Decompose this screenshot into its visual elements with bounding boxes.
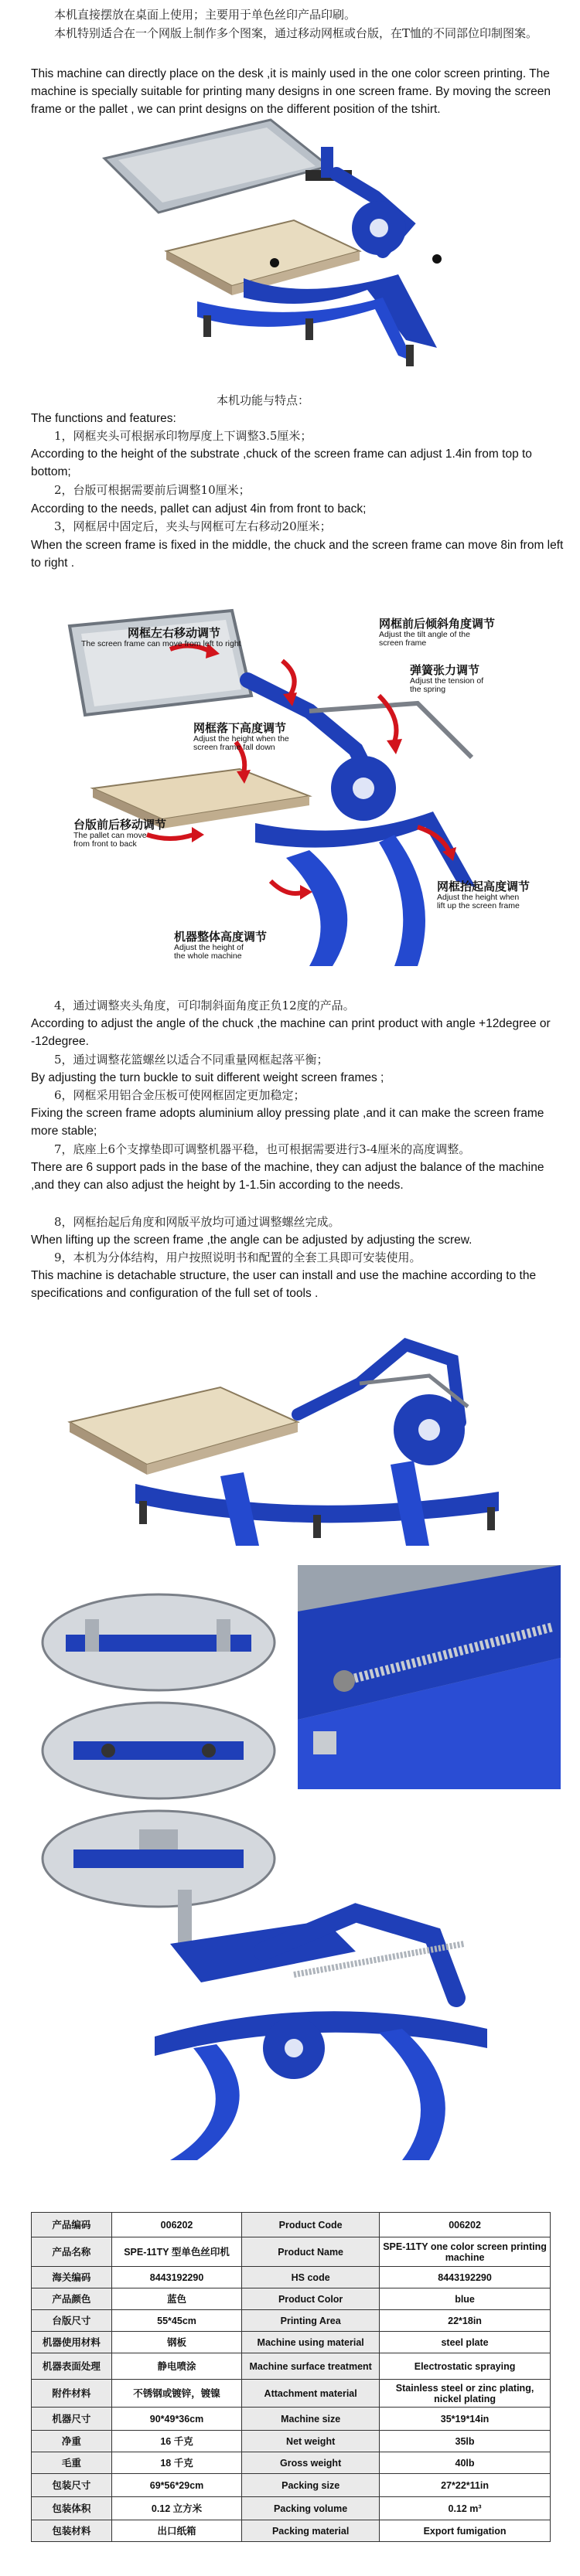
spec-label-en: Machine using material [242,2332,380,2353]
spec-row [32,2332,551,2353]
spec-value-zh: SPE-11TY 型单色丝印机 [111,2237,241,2267]
spec-label-en: Packing material [242,2520,380,2542]
spec-label-zh: 产品编码 [32,2213,112,2237]
spec-row [32,2288,551,2310]
feature-5-zh: 5，通过调整花篮螺丝以适合不同重量网框起落平衡； [54,1053,329,1067]
callout-pallet-en2: from front to back [73,839,137,849]
callout-whole-height [174,931,267,961]
feature-3-en: When the screen frame is fixed in the middle, the chuck and the screen frame can move 8in from left to right . [31,539,564,570]
spec-row [32,2213,551,2237]
spec-value-en: SPE-11TY one color screen printing machine [380,2237,551,2267]
callout-whole-en2: the whole machine [174,951,242,961]
feature-6-en: Fixing the screen frame adopts aluminium alloy pressing plate ,and it can make the screen frame more stable; [31,1107,544,1138]
spec-label-en: Machine size [242,2408,380,2431]
intro-zh-line1: 本机直接摆放在桌面上使用；主要用于单色丝印产品印刷。 [54,8,357,22]
spec-value-zh: 18 千克 [111,2452,241,2474]
feature-6-zh: 6，网框采用铝合金压板可使网框固定更加稳定； [54,1088,305,1102]
spec-label-zh: 包装尺寸 [32,2474,112,2497]
spec-row [32,2237,551,2267]
spec-value-en: 8443192290 [380,2267,551,2288]
spec-label-zh: 包装材料 [32,2520,112,2542]
spec-value-en: steel plate [380,2332,551,2353]
callout-pallet [73,819,166,849]
intro-en: This machine can directly place on the desk ,it is mainly used in the one color screen printing. The machine is specially suitable for printing many designs in one screen frame. By moving the screen frame or the pallet , we can print designs on the different position of the tshirt. [31,67,551,116]
callout-pallet-en1: The pallet can move [73,830,147,840]
spec-label-en: Product Name [242,2237,380,2267]
detail-ovals [31,1588,286,1913]
features-caption: 本机功能与特点： [217,393,310,407]
spec-label-en: Gross weight [242,2452,380,2474]
callout-left-right-en: The screen frame can move from left to right [81,638,241,648]
spec-value-zh: 蓝色 [111,2288,241,2310]
spec-label-zh: 净重 [32,2431,112,2452]
spec-value-zh: 0.12 立方米 [111,2497,241,2520]
spec-value-en: 40lb [380,2452,551,2474]
machine-photo-side [124,1882,495,2176]
callout-fall-en2: screen frame fall down [193,742,275,752]
spec-value-en: blue [380,2288,551,2310]
feature-9-en: This machine is detachable structure, the user can install and use the machine according to the specifications and configuration of the full set of tools . [31,1269,537,1300]
spec-value-en: 006202 [380,2213,551,2237]
spec-value-en: 35lb [380,2431,551,2452]
callout-pallet-zh: 台版前后移动调节 [73,818,167,832]
spec-label-en: Product Color [242,2288,380,2310]
spec-label-zh: 机器表面处理 [32,2353,112,2380]
feature-4-en: According to adjust the angle of the chuck ,the machine can print product with angle +12degree or -12degree. [31,1017,551,1048]
spec-value-zh: 出口纸箱 [111,2520,241,2542]
spec-row [32,2310,551,2332]
spec-label-zh: 机器使用材料 [32,2332,112,2353]
feature-1-zh: 1，网框夹头可根据承印物厚度上下调整3.5厘米； [54,429,312,443]
callout-tilt [379,618,495,648]
spec-row [32,2380,551,2408]
spec-row [32,2431,551,2452]
features-heading: The functions and features: [31,412,176,425]
machine-photo-lowered [66,1329,514,1561]
spec-value-en: 0.12 m³ [380,2497,551,2520]
spec-value-en: Electrostatic spraying [380,2353,551,2380]
feature-8-zh: 8，网框抬起后角度和网版平放均可通过调整螺丝完成。 [54,1215,340,1229]
feature-3-zh: 3，网框居中固定后，夹头与网框可左右移动20厘米； [54,519,332,533]
spec-row [32,2267,551,2288]
callout-fall-zh: 网框落下高度调节 [193,722,287,735]
spec-label-en: Packing volume [242,2497,380,2520]
callout-fall-height [193,723,289,752]
callout-tilt-zh: 网框前后倾斜角度调节 [379,618,496,631]
feature-1-en: According to the height of the substrate ,chuck of the screen frame can adjust 1.4in from top to bottom; [31,447,532,478]
callout-left-right-zh: 网框左右移动调节 [128,627,221,640]
callout-spring-en2: the spring [410,684,446,694]
spec-label-zh: 产品颜色 [32,2288,112,2310]
spec-row [32,2474,551,2497]
spec-label-en: Machine surface treatment [242,2353,380,2380]
feature-9-zh: 9，本机为分体结构，用户按照说明书和配置的全套工具即可安装使用。 [54,1251,421,1264]
spec-label-en: Net weight [242,2431,380,2452]
feature-7-en: There are 6 support pads in the base of the machine, they can adjust the balance of the machine ,and they can also adjust the height by 1-1.5in according to the needs. [31,1161,544,1192]
spec-row [32,2520,551,2542]
callout-whole-en1: Adjust the height of [174,942,244,952]
spec-label-zh: 台版尺寸 [32,2310,112,2332]
callout-spring [410,665,483,694]
callout-left-right [81,627,241,648]
spec-row [32,2408,551,2431]
spec-value-zh: 静电喷涂 [111,2353,241,2380]
callout-lift-en2: lift up the screen frame [437,900,520,910]
spec-value-en: 35*19*14in [380,2408,551,2431]
spec-value-zh: 90*49*36cm [111,2408,241,2431]
callout-lift-height [437,881,530,910]
spec-value-en: Export fumigation [380,2520,551,2542]
spec-value-zh: 不锈钢或镀锌，镀镍 [111,2380,241,2408]
spec-row [32,2497,551,2520]
spec-label-en: Packing size [242,2474,380,2497]
callout-spring-en1: Adjust the tension of [410,675,484,686]
callout-fall-en1: Adjust the height when the [193,733,289,744]
spec-value-zh: 006202 [111,2213,241,2237]
spec-value-zh: 钢板 [111,2332,241,2353]
detail-spring-closeup [298,1565,561,1789]
feature-5-en: By adjusting the turn buckle to suit different weight screen frames ; [31,1071,384,1084]
machine-annotated-diagram [54,603,518,982]
spec-row [32,2353,551,2380]
spec-value-en: 22*18in [380,2310,551,2332]
spec-value-zh: 69*56*29cm [111,2474,241,2497]
spec-row [32,2452,551,2474]
spec-value-zh: 55*45cm [111,2310,241,2332]
spec-label-zh: 包装体积 [32,2497,112,2520]
spec-label-en: Product Code [242,2213,380,2237]
intro-zh-line2: 本机特别适合在一个网版上制作多个图案，通过移动网框或台版，在T恤的不同部位印制图案。 [54,26,538,40]
callout-tilt-en1: Adjust the tilt angle of the [379,629,470,639]
spec-value-en: 27*22*11in [380,2474,551,2497]
spec-label-zh: 毛重 [32,2452,112,2474]
callout-lift-zh: 网框抬起高度调节 [437,880,531,893]
feature-4-zh: 4，通过调整夹头角度，可印制斜面角度正负12度的产品。 [54,999,355,1012]
spec-label-zh: 产品名称 [32,2237,112,2267]
spec-value-en: Stainless steel or zinc plating, nickel plating [380,2380,551,2408]
callout-whole-zh: 机器整体高度调节 [174,931,268,944]
spec-value-zh: 16 千克 [111,2431,241,2452]
spec-label-zh: 海关编码 [32,2267,112,2288]
feature-7-zh: 7，底座上6个支撑垫即可调整机器平稳，也可根据需要进行3-4厘米的高度调整。 [54,1142,471,1156]
spec-label-zh: 附件材料 [32,2380,112,2408]
spec-label-en: HS code [242,2267,380,2288]
machine-photo-overview [73,116,476,394]
feature-2-zh: 2，台版可根据需要前后调整10厘米； [54,483,251,497]
feature-2-en: According to the needs, pallet can adjust 4in from front to back; [31,502,367,516]
spec-label-en: Attachment material [242,2380,380,2408]
spec-label-en: Printing Area [242,2310,380,2332]
spec-table [31,2212,551,2542]
callout-spring-zh: 弹簧张力调节 [410,664,480,677]
feature-8-en: When lifting up the screen frame ,the angle can be adjusted by adjusting the screw. [31,1234,473,1247]
spec-value-zh: 8443192290 [111,2267,241,2288]
spec-label-zh: 机器尺寸 [32,2408,112,2431]
callout-tilt-en2: screen frame [379,638,427,648]
callout-lift-en1: Adjust the height when [437,892,520,902]
